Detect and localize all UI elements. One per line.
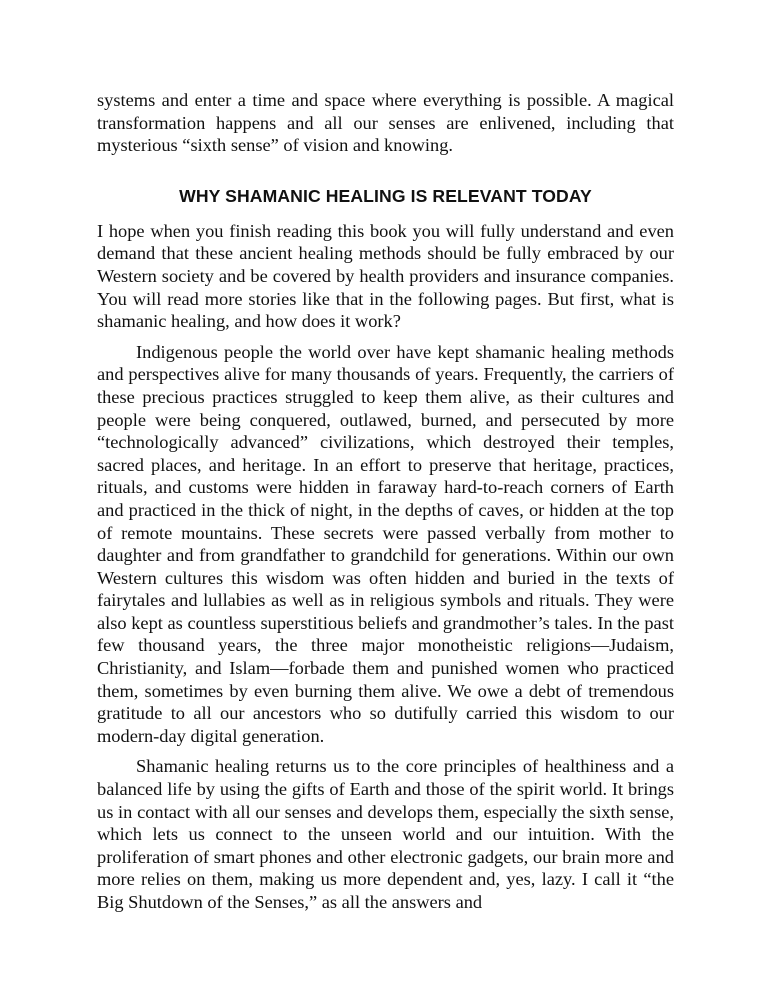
- book-page: [97, 89, 674, 914]
- section-heading: WHY SHAMANIC HEALING IS RELEVANT TODAY: [179, 185, 592, 206]
- body-paragraph-3: Shamanic healing returns us to the core principles of healthiness and a balanced life by using the gifts of Earth and those of the spirit world. It brings us in contact with all our senses and develops them, especially the sixth sense, which lets us connect to the unseen world and our intuition. With the proliferation of smart phones and other electronic gadgets, our brain more and more relies on them, making us more dependent and, yes, lazy. I call it “the Big Shutdown of the Senses,” as all the answers and: [97, 756, 674, 912]
- opening-paragraph: systems and enter a time and space where everything is possible. A magical transformation happens and all our senses are enlivened, including that mysterious “sixth sense” of vision and knowing.: [97, 90, 674, 156]
- body-paragraph-2: Indigenous people the world over have kept shamanic healing methods and perspectives alive for many thousands of years. Frequently, the carriers of these precious practices struggled to keep them alive, as their cultures and people were being conquered, outlawed, burned, and persecuted by more “technologically advanced” civilizations, which destroyed their temples, sacred places, and heritage. In an effort to preserve that heritage, practices, rituals, and customs were hidden in faraway hard-to-reach corners of Earth and practiced in the thick of night, in the depths of caves, or hidden at the top of remote mountains. These secrets were passed verbally from mother to daughter and from grandfather to grandchild for generations. Within our own Western cultures this wisdom was often hidden and buried in the texts of fairytales and lullabies as well as in religious symbols and rituals. They were also kept as countless superstitious beliefs and grandmother’s tales. In the past few thousand years, the three major monotheistic religions—Judaism, Christianity, and Islam—forbade them and punished women who practiced them, sometimes by even burning them alive. We owe a debt of tremendous gratitude to all our ancestors who so dutifully carried this wisdom to our modern-day digital generation.: [97, 341, 674, 746]
- body-paragraph-1: I hope when you finish reading this book you will fully understand and even demand that these ancient healing methods should be fully embraced by our Western society and be covered by health providers and insurance companies. You will read more stories like that in the following pages. But first, what is shamanic healing, and how does it work?: [97, 220, 674, 332]
